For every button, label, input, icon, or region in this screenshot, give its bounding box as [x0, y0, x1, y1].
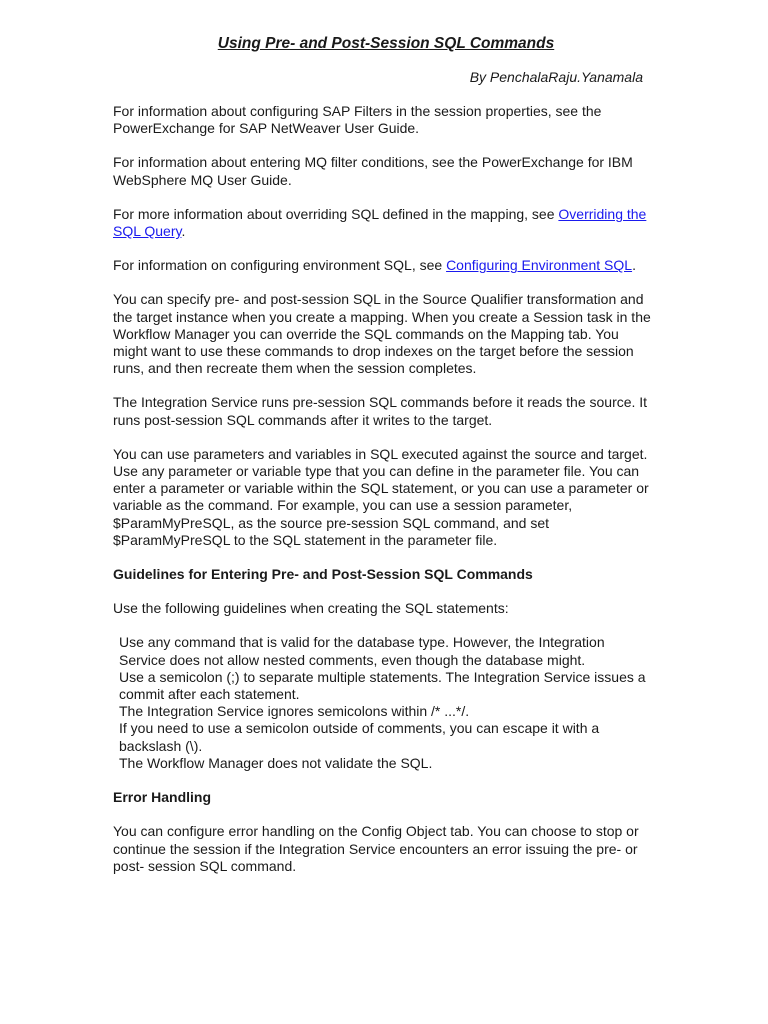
override-suffix: . — [181, 223, 186, 240]
guidelines-list — [113, 634, 653, 772]
paragraph-runs-sql: The Integration Service runs pre-session SQL commands before it reads the source. It runs post-session SQL commands after it writes to the target. — [113, 394, 648, 428]
list-item: Use any command that is valid for the database type. However, the Integration Service does not allow nested comments, even though the database might. — [119, 634, 605, 668]
list-item: The Workflow Manager does not validate the SQL. — [119, 754, 433, 771]
link-configuring-environment-sql[interactable]: Configuring Environment SQL — [446, 257, 633, 274]
author-byline: By PenchalaRaju.Yanamala — [469, 69, 643, 85]
guidelines-intro: Use the following guidelines when creating the SQL statements: — [113, 600, 509, 617]
override-text: For more information about overriding SQL defined in the mapping, see — [113, 205, 559, 222]
document-title: Using Pre- and Post-Session SQL Commands — [217, 35, 555, 52]
paragraph-override-sql — [113, 206, 653, 240]
list-item: The Integration Service ignores semicolons within /* ...*/. — [119, 703, 470, 720]
list-item: Use a semicolon (;) to separate multiple statements. The Integration Service issues a commit after each statement. — [119, 668, 646, 703]
list-item: If you need to use a semicolon outside of comments, you can escape it with a backslash (\). — [119, 720, 600, 754]
env-suffix: . — [632, 257, 636, 274]
env-text: For information on configuring environment SQL, see — [113, 257, 447, 274]
document-page — [113, 34, 653, 892]
guidelines-heading: Guidelines for Entering Pre- and Post-Session SQL Commands — [113, 566, 533, 583]
paragraph-parameters: You can use parameters and variables in SQL executed against the source and target. Use any parameter or variable type that you can define in the parameter file. You can enter a parameter or variable within the SQL statement, or you can use a parameter or variable as the command. For example, you can use a session parameter, $ParamMyPreSQL, as the source pre-session SQL command, and set $ParamMyPreSQL to the SQL statement in the parameter file. — [113, 445, 649, 548]
error-handling-text: You can configure error handling on the Config Object tab. You can choose to stop or continue the session if the Integration Service encounters an error issuing the pre- or post- session SQL command. — [113, 823, 639, 874]
paragraph-sap-filters: For information about configuring SAP Filters in the session properties, see the PowerExchange for SAP NetWeaver User Guide. — [113, 103, 602, 137]
paragraph-environment-sql — [113, 257, 653, 274]
paragraph-specify-sql: You can specify pre- and post-session SQL in the Source Qualifier transformation and the target instance when you create a mapping. When you create a Session task in the Workflow Manager you can override the SQL commands on the Mapping tab. You might want to use these commands to drop indexes on the target before the session runs, and then recreate them when the session completes. — [113, 291, 651, 377]
link-overriding-sql-query[interactable]: Overriding the SQL Query — [113, 205, 647, 240]
paragraph-mq-filters: For information about entering MQ filter conditions, see the PowerExchange for IBM WebSphere MQ User Guide. — [113, 154, 633, 188]
error-handling-heading: Error Handling — [113, 789, 212, 806]
